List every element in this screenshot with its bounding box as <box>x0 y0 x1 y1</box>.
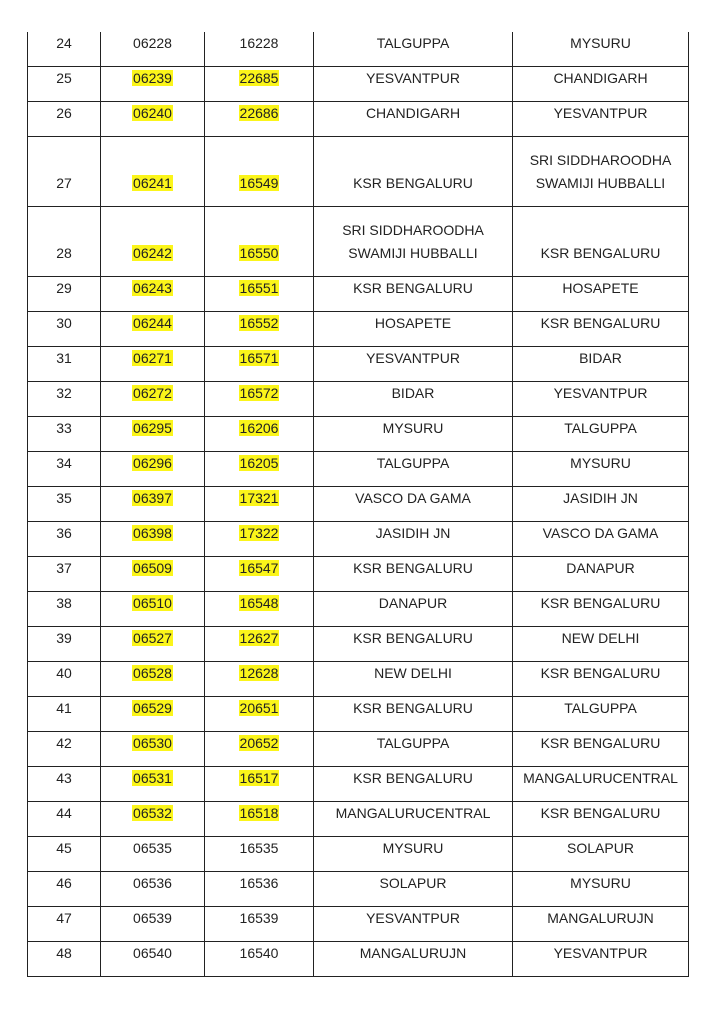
table-row <box>28 837 689 872</box>
new-train-number-cell <box>205 732 314 767</box>
table-row <box>28 102 689 137</box>
new-train-number-text: 20652 <box>239 735 279 751</box>
to-station-cell <box>513 207 689 277</box>
serial-number-cell <box>28 382 101 417</box>
from-station-cell <box>314 837 513 872</box>
old-train-number-text: 06530 <box>133 735 172 751</box>
from-station-cell <box>314 557 513 592</box>
serial-number-text: 40 <box>56 665 72 681</box>
serial-number-cell <box>28 67 101 102</box>
from-station-text: KSR BENGALURU <box>353 770 473 786</box>
old-train-number-text: 06295 <box>133 420 172 436</box>
table-row <box>28 417 689 452</box>
serial-number-text: 38 <box>56 595 72 611</box>
new-train-number-text: 16206 <box>239 420 279 436</box>
from-station-cell <box>314 382 513 417</box>
serial-number-cell <box>28 452 101 487</box>
table-row <box>28 382 689 417</box>
old-train-number-cell <box>101 417 205 452</box>
serial-number-text: 24 <box>56 35 72 51</box>
new-train-number-text: 20651 <box>239 700 279 716</box>
to-station-cell <box>513 732 689 767</box>
old-train-number-cell <box>101 312 205 347</box>
serial-number-text: 30 <box>56 315 72 331</box>
new-train-number-text: 16550 <box>239 245 279 261</box>
new-train-number-cell <box>205 382 314 417</box>
to-station-text: MANGALURUCENTRAL <box>523 770 678 786</box>
old-train-number-cell <box>101 942 205 977</box>
table-row <box>28 67 689 102</box>
serial-number-text: 27 <box>56 175 72 191</box>
serial-number-cell <box>28 662 101 697</box>
new-train-number-cell <box>205 837 314 872</box>
old-train-number-cell <box>101 207 205 277</box>
to-station-cell <box>513 662 689 697</box>
to-station-cell <box>513 102 689 137</box>
from-station-cell <box>314 767 513 802</box>
serial-number-text: 34 <box>56 455 72 471</box>
old-train-number-cell <box>101 557 205 592</box>
to-station-text: TALGUPPA <box>564 420 637 436</box>
from-station-text: TALGUPPA <box>376 35 450 51</box>
serial-number-text: 44 <box>56 805 72 821</box>
table-row <box>28 557 689 592</box>
to-station-cell <box>513 347 689 382</box>
serial-number-text: 25 <box>56 70 72 86</box>
from-station-cell <box>314 102 513 137</box>
from-station-cell <box>314 277 513 312</box>
to-station-cell <box>513 872 689 907</box>
serial-number-text: 48 <box>56 945 72 961</box>
table-row <box>28 452 689 487</box>
new-train-number-cell <box>205 137 314 207</box>
new-train-number-text: 16536 <box>239 875 279 891</box>
from-station-text: TALGUPPA <box>376 455 450 471</box>
to-station-cell <box>513 592 689 627</box>
serial-number-cell <box>28 627 101 662</box>
old-train-number-text: 06532 <box>133 805 172 821</box>
table-row <box>28 207 689 277</box>
table-row <box>28 872 689 907</box>
new-train-number-text: 16548 <box>239 595 279 611</box>
old-train-number-text: 06536 <box>133 875 172 891</box>
to-station-cell <box>513 522 689 557</box>
serial-number-cell <box>28 137 101 207</box>
new-train-number-text: 16205 <box>239 455 279 471</box>
to-station-text: DANAPUR <box>566 560 635 576</box>
new-train-number-cell <box>205 592 314 627</box>
new-train-number-cell <box>205 452 314 487</box>
old-train-number-cell <box>101 662 205 697</box>
serial-number-cell <box>28 942 101 977</box>
serial-number-text: 31 <box>56 350 72 366</box>
from-station-cell <box>314 207 513 277</box>
old-train-number-cell <box>101 67 205 102</box>
to-station-cell <box>513 67 689 102</box>
table-row <box>28 312 689 347</box>
new-train-number-cell <box>205 102 314 137</box>
to-station-cell <box>513 32 689 67</box>
new-train-number-cell <box>205 522 314 557</box>
from-station-cell <box>314 452 513 487</box>
to-station-text: MANGALURUJN <box>547 910 654 926</box>
old-train-number-cell <box>101 32 205 67</box>
from-station-text: HOSAPETE <box>374 315 452 331</box>
from-station-cell <box>314 32 513 67</box>
from-station-cell <box>314 802 513 837</box>
new-train-number-text: 16549 <box>239 175 279 191</box>
new-train-number-cell <box>205 277 314 312</box>
table-body <box>28 32 689 977</box>
from-station-text: KSR BENGALURU <box>353 560 473 576</box>
old-train-number-text: 06243 <box>133 280 172 296</box>
old-train-number-cell <box>101 802 205 837</box>
table-row <box>28 732 689 767</box>
old-train-number-text: 06528 <box>133 665 172 681</box>
old-train-number-text: 06397 <box>133 490 172 506</box>
from-station-text: MYSURU <box>382 840 444 856</box>
serial-number-cell <box>28 102 101 137</box>
serial-number-cell <box>28 32 101 67</box>
from-station-cell <box>314 137 513 207</box>
old-train-number-cell <box>101 452 205 487</box>
old-train-number-cell <box>101 767 205 802</box>
serial-number-text: 39 <box>56 630 72 646</box>
serial-number-cell <box>28 347 101 382</box>
to-station-text: JASIDIH JN <box>563 490 638 506</box>
to-station-text: SRI SIDDHAROODHA SWAMIJI HUBBALLI <box>529 152 672 191</box>
new-train-number-cell <box>205 557 314 592</box>
table-row <box>28 32 689 67</box>
from-station-cell <box>314 522 513 557</box>
to-station-text: KSR BENGALURU <box>540 595 661 611</box>
new-train-number-cell <box>205 67 314 102</box>
serial-number-cell <box>28 557 101 592</box>
new-train-number-text: 16539 <box>239 910 279 926</box>
old-train-number-cell <box>101 347 205 382</box>
new-train-number-text: 17321 <box>239 490 279 506</box>
old-train-number-text: 06296 <box>133 455 172 471</box>
old-train-number-text: 06239 <box>133 70 172 86</box>
table-row <box>28 522 689 557</box>
new-train-number-text: 16572 <box>239 385 279 401</box>
from-station-text: CHANDIGARH <box>365 105 461 121</box>
old-train-number-cell <box>101 627 205 662</box>
from-station-text: TALGUPPA <box>376 735 450 751</box>
serial-number-text: 33 <box>56 420 72 436</box>
from-station-cell <box>314 67 513 102</box>
serial-number-cell <box>28 277 101 312</box>
serial-number-text: 43 <box>56 770 72 786</box>
serial-number-text: 37 <box>56 560 72 576</box>
table-row <box>28 347 689 382</box>
old-train-number-cell <box>101 137 205 207</box>
new-train-number-text: 22685 <box>239 70 279 86</box>
new-train-number-cell <box>205 802 314 837</box>
from-station-text: MYSURU <box>382 420 444 436</box>
table-row <box>28 277 689 312</box>
serial-number-text: 45 <box>56 840 72 856</box>
table-row <box>28 697 689 732</box>
old-train-number-cell <box>101 382 205 417</box>
to-station-text: TALGUPPA <box>564 700 637 716</box>
from-station-text: KSR BENGALURU <box>353 630 473 646</box>
new-train-number-text: 16551 <box>239 280 279 296</box>
new-train-number-text: 16547 <box>239 560 279 576</box>
table-row <box>28 767 689 802</box>
old-train-number-text: 06244 <box>133 315 172 331</box>
from-station-cell <box>314 312 513 347</box>
to-station-cell <box>513 487 689 522</box>
new-train-number-cell <box>205 627 314 662</box>
serial-number-cell <box>28 417 101 452</box>
old-train-number-text: 06228 <box>133 35 172 51</box>
new-train-number-cell <box>205 312 314 347</box>
serial-number-text: 42 <box>56 735 72 751</box>
to-station-text: SOLAPUR <box>567 840 634 856</box>
old-train-number-text: 06509 <box>133 560 172 576</box>
from-station-text: KSR BENGALURU <box>353 175 473 191</box>
table-row <box>28 487 689 522</box>
to-station-cell <box>513 417 689 452</box>
from-station-text: MANGALURUJN <box>359 945 467 961</box>
serial-number-cell <box>28 907 101 942</box>
from-station-text: YESVANTPUR <box>366 350 460 366</box>
to-station-text: KSR BENGALURU <box>540 735 661 751</box>
to-station-text: YESVANTPUR <box>553 945 648 961</box>
to-station-text: MYSURU <box>570 455 631 471</box>
to-station-cell <box>513 802 689 837</box>
to-station-text: KSR BENGALURU <box>540 315 661 331</box>
to-station-text: YESVANTPUR <box>553 105 648 121</box>
to-station-cell <box>513 942 689 977</box>
new-train-number-cell <box>205 697 314 732</box>
serial-number-text: 47 <box>56 910 72 926</box>
from-station-cell <box>314 942 513 977</box>
new-train-number-text: 16571 <box>239 350 279 366</box>
serial-number-cell <box>28 802 101 837</box>
to-station-cell <box>513 137 689 207</box>
from-station-cell <box>314 697 513 732</box>
to-station-text: CHANDIGARH <box>553 70 648 86</box>
old-train-number-text: 06510 <box>133 595 172 611</box>
serial-number-text: 26 <box>56 105 72 121</box>
old-train-number-text: 06527 <box>133 630 172 646</box>
to-station-text: KSR BENGALURU <box>540 665 661 681</box>
old-train-number-cell <box>101 487 205 522</box>
serial-number-cell <box>28 312 101 347</box>
new-train-number-cell <box>205 907 314 942</box>
old-train-number-text: 06539 <box>133 910 172 926</box>
serial-number-text: 35 <box>56 490 72 506</box>
new-train-number-cell <box>205 767 314 802</box>
train-number-table <box>27 32 689 977</box>
old-train-number-cell <box>101 277 205 312</box>
new-train-number-text: 17322 <box>239 525 279 541</box>
to-station-cell <box>513 277 689 312</box>
table-row <box>28 627 689 662</box>
new-train-number-text: 16535 <box>239 840 279 856</box>
old-train-number-text: 06272 <box>133 385 172 401</box>
old-train-number-cell <box>101 732 205 767</box>
from-station-cell <box>314 592 513 627</box>
new-train-number-cell <box>205 872 314 907</box>
from-station-text: KSR BENGALURU <box>353 700 473 716</box>
old-train-number-text: 06240 <box>133 105 172 121</box>
from-station-text: MANGALURUCENTRAL <box>335 805 491 821</box>
new-train-number-text: 16517 <box>239 770 279 786</box>
serial-number-text: 29 <box>56 280 72 296</box>
table-row <box>28 592 689 627</box>
table-row <box>28 802 689 837</box>
new-train-number-cell <box>205 487 314 522</box>
table-row <box>28 942 689 977</box>
table-row <box>28 907 689 942</box>
serial-number-cell <box>28 522 101 557</box>
old-train-number-text: 06531 <box>133 770 172 786</box>
to-station-text: MYSURU <box>570 875 631 891</box>
table-row <box>28 137 689 207</box>
from-station-cell <box>314 417 513 452</box>
new-train-number-text: 12628 <box>239 665 279 681</box>
from-station-cell <box>314 907 513 942</box>
to-station-cell <box>513 557 689 592</box>
from-station-text: YESVANTPUR <box>366 70 460 86</box>
new-train-number-cell <box>205 417 314 452</box>
old-train-number-cell <box>101 697 205 732</box>
old-train-number-text: 06540 <box>133 945 172 961</box>
from-station-text: SOLAPUR <box>379 875 447 891</box>
from-station-cell <box>314 662 513 697</box>
serial-number-cell <box>28 732 101 767</box>
old-train-number-cell <box>101 102 205 137</box>
to-station-cell <box>513 697 689 732</box>
serial-number-text: 46 <box>56 875 72 891</box>
to-station-text: KSR BENGALURU <box>540 245 661 261</box>
to-station-text: NEW DELHI <box>561 630 640 646</box>
new-train-number-cell <box>205 662 314 697</box>
old-train-number-text: 06271 <box>133 350 172 366</box>
to-station-text: VASCO DA GAMA <box>542 525 659 541</box>
to-station-text: BIDAR <box>579 350 622 366</box>
serial-number-text: 41 <box>56 700 72 716</box>
new-train-number-text: 22686 <box>239 105 279 121</box>
table-row <box>28 662 689 697</box>
from-station-text: NEW DELHI <box>374 665 452 681</box>
to-station-cell <box>513 907 689 942</box>
to-station-cell <box>513 312 689 347</box>
new-train-number-cell <box>205 942 314 977</box>
to-station-cell <box>513 767 689 802</box>
from-station-cell <box>314 732 513 767</box>
from-station-text: KSR BENGALURU <box>353 280 473 296</box>
old-train-number-text: 06398 <box>133 525 172 541</box>
old-train-number-cell <box>101 592 205 627</box>
from-station-text: YESVANTPUR <box>366 910 460 926</box>
from-station-cell <box>314 347 513 382</box>
serial-number-text: 36 <box>56 525 72 541</box>
old-train-number-cell <box>101 837 205 872</box>
serial-number-cell <box>28 207 101 277</box>
from-station-text: VASCO DA GAMA <box>355 490 471 506</box>
serial-number-text: 28 <box>56 245 72 261</box>
from-station-cell <box>314 627 513 662</box>
old-train-number-cell <box>101 907 205 942</box>
new-train-number-text: 16518 <box>239 805 279 821</box>
new-train-number-text: 16540 <box>239 945 279 961</box>
to-station-text: HOSAPETE <box>562 280 639 296</box>
old-train-number-cell <box>101 522 205 557</box>
serial-number-cell <box>28 767 101 802</box>
old-train-number-text: 06535 <box>133 840 172 856</box>
old-train-number-cell <box>101 872 205 907</box>
to-station-cell <box>513 452 689 487</box>
old-train-number-text: 06242 <box>133 245 172 261</box>
to-station-cell <box>513 382 689 417</box>
from-station-text: SRI SIDDHAROODHA SWAMIJI HUBBALLI <box>342 222 484 261</box>
to-station-text: MYSURU <box>570 35 631 51</box>
old-train-number-text: 06529 <box>133 700 172 716</box>
new-train-number-cell <box>205 347 314 382</box>
serial-number-cell <box>28 872 101 907</box>
to-station-text: YESVANTPUR <box>553 385 648 401</box>
serial-number-cell <box>28 487 101 522</box>
serial-number-cell <box>28 592 101 627</box>
serial-number-text: 32 <box>56 385 72 401</box>
from-station-text: BIDAR <box>391 385 435 401</box>
to-station-text: KSR BENGALURU <box>540 805 661 821</box>
serial-number-cell <box>28 837 101 872</box>
new-train-number-text: 12627 <box>239 630 279 646</box>
to-station-cell <box>513 627 689 662</box>
to-station-cell <box>513 837 689 872</box>
new-train-number-text: 16552 <box>239 315 279 331</box>
new-train-number-cell <box>205 207 314 277</box>
new-train-number-text: 16228 <box>239 35 279 51</box>
old-train-number-text: 06241 <box>133 175 172 191</box>
from-station-text: DANAPUR <box>378 595 448 611</box>
from-station-text: JASIDIH JN <box>375 525 451 541</box>
new-train-number-cell <box>205 32 314 67</box>
from-station-cell <box>314 487 513 522</box>
from-station-cell <box>314 872 513 907</box>
serial-number-cell <box>28 697 101 732</box>
